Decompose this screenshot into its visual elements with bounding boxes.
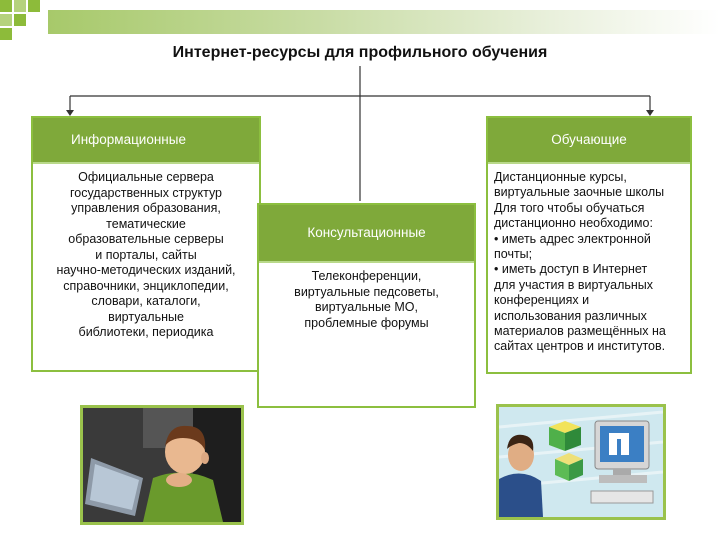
boy-at-computer-collage-photo xyxy=(496,404,666,520)
card-informational-heading: Информационные xyxy=(33,118,259,164)
boy-with-laptop-illustration xyxy=(83,408,241,522)
card-informational-body: Официальные сервера государственных структур управления образования, тематические образовательные серверы и порталы, сайты научно-методических изданий, справочники, энциклопедии, словари, каталоги, виртуальные библиотеки, периодика xyxy=(56,170,236,339)
card-training-body: Дистанционные курсы, виртуальные заочные школы Для того чтобы обучаться дистанционно необходимо: • иметь адрес электронной почты; • иметь доступ в Интернет для участия в виртуальных конференциях и использования различных материалов размещённых на сайтах центров и институтов. xyxy=(494,170,666,354)
card-consultational-body: Телеконференции, виртуальные педсоветы, виртуальные МО, проблемные форумы xyxy=(294,269,439,330)
card-consultational xyxy=(257,203,476,408)
boy-with-laptop-photo xyxy=(80,405,244,525)
card-consultational-heading: Консультационные xyxy=(259,205,474,263)
card-training xyxy=(486,116,692,374)
card-training-heading: Обучающие xyxy=(488,118,690,164)
card-informational xyxy=(31,116,261,372)
boy-at-computer-illustration xyxy=(499,407,663,517)
diagram-title: Интернет-ресурсы для профильного обучения xyxy=(172,44,548,61)
